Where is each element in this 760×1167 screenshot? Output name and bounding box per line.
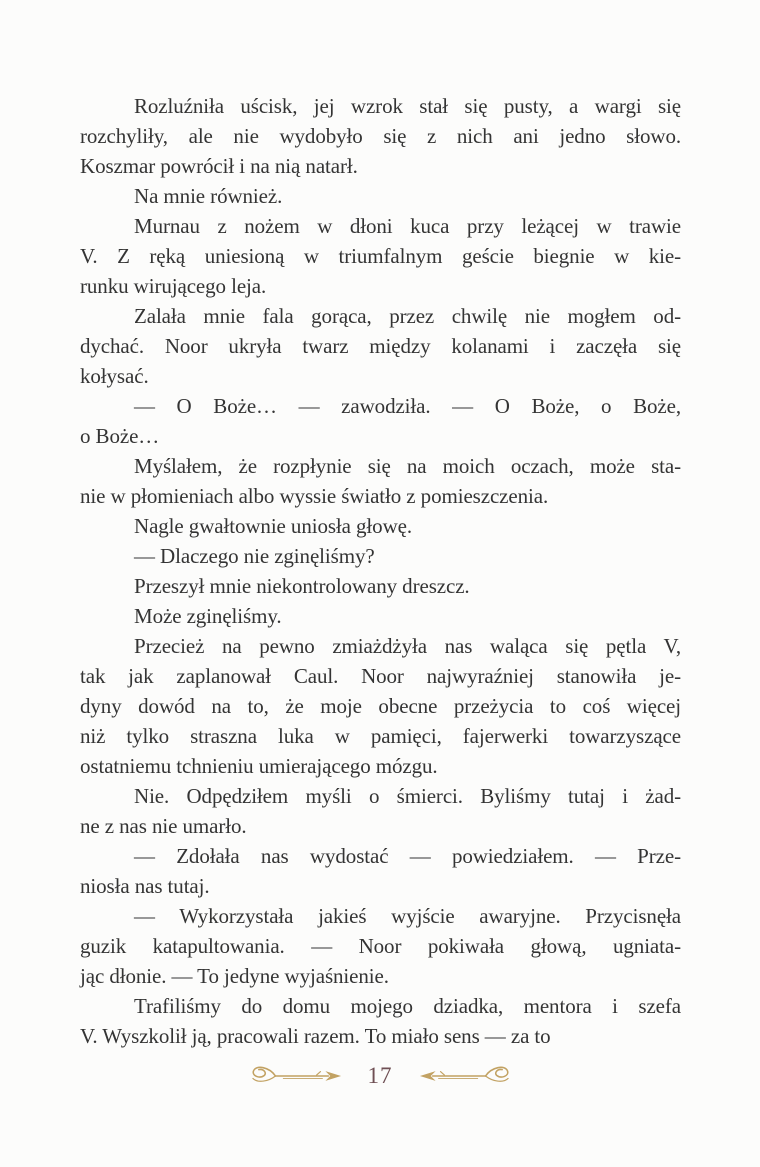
text-block [80, 91, 681, 1051]
text-line: Nie. Odpędziłem myśli o śmierci. Byliśmy tutaj i żad- [134, 784, 681, 808]
paragraph [80, 391, 681, 451]
paragraph [80, 991, 681, 1051]
paragraph [80, 841, 681, 901]
arrow-flourish-left-icon [250, 1062, 344, 1090]
text-line: niosła nas tutaj. [80, 874, 210, 898]
text-line: o Boże… [80, 424, 160, 448]
text-line: Nagle gwałtownie uniosła głowę. [134, 514, 413, 538]
paragraph [80, 301, 681, 391]
text-line: jąc dłonie. — To jedyne wyjaśnienie. [80, 964, 389, 988]
text-line: V. Wyszkolił ją, pracowali razem. To miało sens — za to [80, 1024, 551, 1048]
text-line: runku wirującego leja. [80, 274, 267, 298]
text-line: nie w płomieniach albo wyssie światło z pomieszczenia. [80, 484, 549, 508]
paragraph [80, 631, 681, 781]
text-line: Przeszył mnie niekontrolowany dreszcz. [134, 574, 470, 598]
paragraph [80, 571, 681, 601]
page-number: 17 [367, 1063, 393, 1088]
page-footer [0, 1062, 760, 1090]
text-line: Może zginęliśmy. [134, 604, 282, 628]
text-line: — Wykorzystała jakieś wyjście awaryjne. Przycisnęła [134, 904, 681, 928]
paragraph [80, 601, 681, 631]
text-line: Murnau z nożem w dłoni kuca przy leżącej w trawie [134, 214, 681, 238]
paragraph [80, 91, 681, 181]
text-line: dychać. Noor ukryła twarz między kolanami i zaczęła się [80, 334, 681, 358]
paragraph [80, 451, 681, 511]
paragraph [80, 181, 681, 211]
paragraph [80, 781, 681, 841]
text-line: — O Boże… — zawodziła. — O Boże, o Boże, [134, 394, 681, 418]
text-line: Myślałem, że rozpłynie się na moich oczach, może sta- [134, 454, 681, 478]
text-line: ostatniemu tchnieniu umierającego mózgu. [80, 754, 438, 778]
text-line: — Dlaczego nie zginęliśmy? [134, 544, 375, 568]
text-line: guzik katapultowania. — Noor pokiwała głową, ugniata- [80, 934, 681, 958]
text-line: Zalała mnie fala gorąca, przez chwilę nie mogłem od- [134, 304, 681, 328]
arrow-flourish-right-icon [417, 1062, 511, 1090]
paragraph [80, 511, 681, 541]
text-line: Przecież na pewno zmiażdżyła nas waląca się pętla V, [134, 634, 681, 658]
text-line: dyny dowód na to, że moje obecne przeżycia to coś więcej [80, 694, 681, 718]
paragraph [80, 901, 681, 991]
paragraph [80, 211, 681, 301]
text-line: V. Z ręką uniesioną w triumfalnym geście biegnie w kie- [80, 244, 681, 268]
text-line: Rozluźniła uścisk, jej wzrok stał się pusty, a wargi się [134, 94, 681, 118]
text-line: kołysać. [80, 364, 149, 388]
text-line: tak jak zaplanował Caul. Noor najwyraźniej stanowiła je- [80, 664, 681, 688]
text-line: ne z nas nie umarło. [80, 814, 247, 838]
text-line: rozchyliły, ale nie wydobyło się z nich ani jedno słowo. [80, 124, 681, 148]
text-line: niż tylko straszna luka w pamięci, fajerwerki towarzyszące [80, 724, 681, 748]
text-line: Koszmar powrócił i na nią natarł. [80, 154, 358, 178]
text-line: — Zdołała nas wydostać — powiedziałem. — Prze- [134, 844, 681, 868]
text-line: Na mnie również. [134, 184, 283, 208]
text-line: Trafiliśmy do domu mojego dziadka, mentora i szefa [134, 994, 681, 1018]
paragraph [80, 541, 681, 571]
